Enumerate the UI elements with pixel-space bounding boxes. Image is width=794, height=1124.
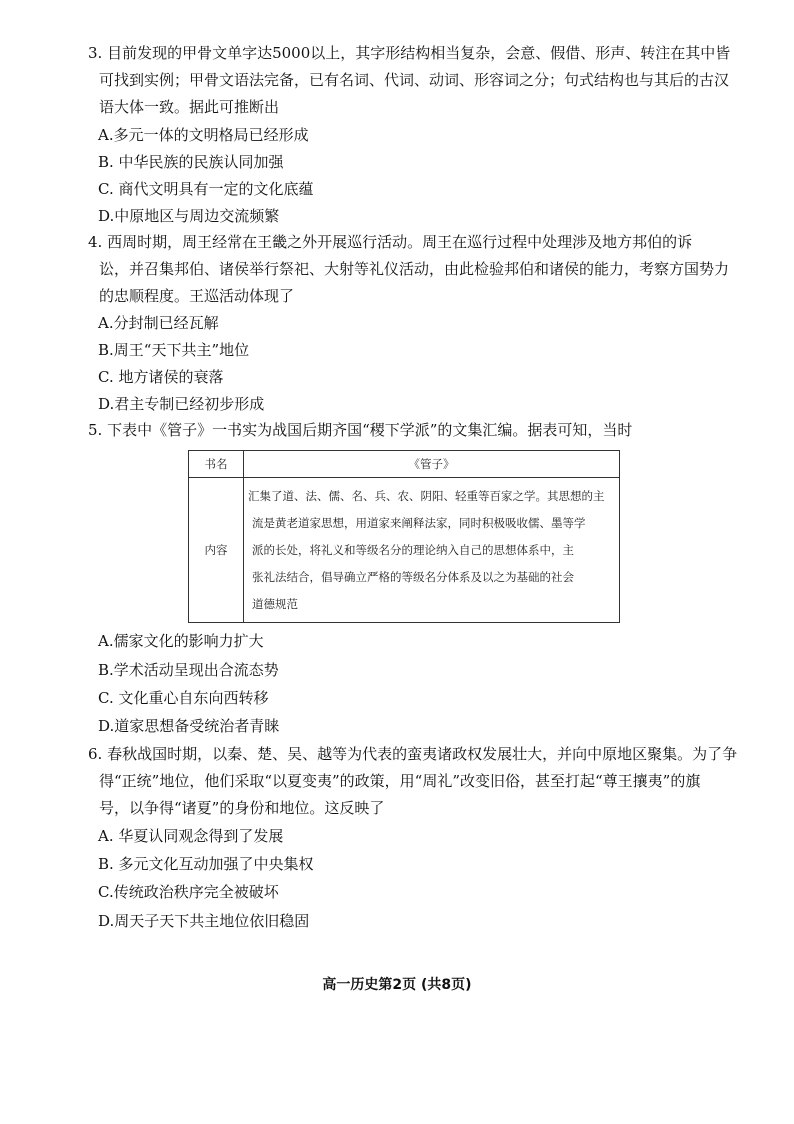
table-content-line: 汇集了道、法、儒、名、兵、农、阴阳、轻重等百家之学。其思想的主 [248, 488, 605, 503]
question-4-option-a: A.分封制已经瓦解 [98, 314, 219, 332]
question-6-option-b: B. 多元文化互动加强了中央集权 [98, 855, 314, 873]
page-footer: 高一历史第2页 (共8页) [322, 977, 472, 993]
question-6-option-d: D.周天子天下共主地位依旧稳固 [98, 912, 310, 930]
table-content-line: 流是黄老道家思想，用道家来阐释法家，同时积极吸收儒、墨等学 [252, 515, 586, 530]
question-5-option-a: A.儒家文化的影响力扩大 [98, 632, 264, 650]
table-content-line: 张礼法结合，倡导确立严格的等级名分体系及以之为基础的社会 [252, 569, 574, 584]
question-6 [88, 741, 738, 822]
question-6-option-c: C.传统政治秩序完全被破坏 [98, 883, 279, 901]
question-3-option-d: D.中原地区与周边交流频繁 [98, 207, 280, 225]
question-3-option-a: A.多元一体的文明格局已经形成 [98, 126, 309, 144]
question-4-option-b: B.周王“天下共主”地位 [98, 341, 250, 359]
question-6-stem-line: 号，以争得“诸夏”的身份和地位。这反映了 [99, 799, 385, 817]
question-3-stem-line: 语大体一致。据此可推断出 [99, 98, 280, 116]
table-header-value: 《管子》 [244, 451, 620, 478]
question-4-option-c: C. 地方诸侯的衰落 [98, 368, 224, 386]
table-header-row [189, 451, 620, 478]
question-4-option-d: D.君主专制已经初步形成 [98, 395, 265, 413]
question-6-option-a: A. 华夏认同观念得到了发展 [98, 827, 284, 845]
question-4-stem-line: 的忠顺程度。王巡活动体现了 [99, 287, 295, 305]
table-row-label: 内容 [189, 478, 244, 623]
question-5 [88, 417, 708, 444]
question-3-stem-line: 可找到实例；甲骨文语法完备，已有名词、代词、动词、形容词之分；句式结构也与其后的古汉 [99, 71, 730, 89]
question-3 [88, 40, 731, 121]
question-5-option-b: B.学术活动呈现出合流态势 [98, 661, 279, 679]
question-6-stem-line: 得“正统”地位，他们采取“以夏变夷”的政策，用“周礼”改变旧俗，甚至打起“尊王攘夷”的旗 [99, 772, 701, 790]
question-4 [88, 229, 730, 310]
question-5-stem-line: 5. 下表中《管子》一书实为战国后期齐国“稷下学派”的文集汇编。据表可知，当时 [88, 421, 633, 439]
question-3-stem-line: 3. 目前发现的甲骨文单字达5000以上，其字形结构相当复杂，会意、假借、形声、转注在其中皆 [88, 44, 731, 62]
table-content-line: 道德规范 [252, 596, 298, 611]
question-5-option-d: D.道家思想备受统治者青睐 [98, 717, 280, 735]
question-4-stem-line: 讼，并召集邦伯、诸侯举行祭祀、大射等礼仪活动，由此检验邦伯和诸侯的能力，考察方国势力 [99, 260, 730, 278]
question-6-stem-line: 6. 春秋战国时期，以秦、楚、吴、越等为代表的蛮夷诸政权发展壮大，并向中原地区聚集。为了争 [88, 745, 738, 763]
question-4-stem-line: 4. 西周时期，周王经常在王畿之外开展巡行活动。周王在巡行过程中处理涉及地方邦伯的诉 [88, 233, 693, 251]
table-row-content [244, 478, 620, 623]
table-row [189, 478, 620, 623]
question-3-option-c: C. 商代文明具有一定的文化底蕴 [98, 180, 314, 198]
question-5-option-c: C. 文化重心自东向西转移 [98, 689, 269, 707]
question-3-option-b: B. 中华民族的民族认同加强 [98, 153, 284, 171]
table-content-line: 派的长处，将礼义和等级名分的理论纳入自己的思想体系中，主 [252, 542, 574, 557]
source-table [188, 450, 620, 623]
table-header-label: 书名 [189, 451, 244, 478]
